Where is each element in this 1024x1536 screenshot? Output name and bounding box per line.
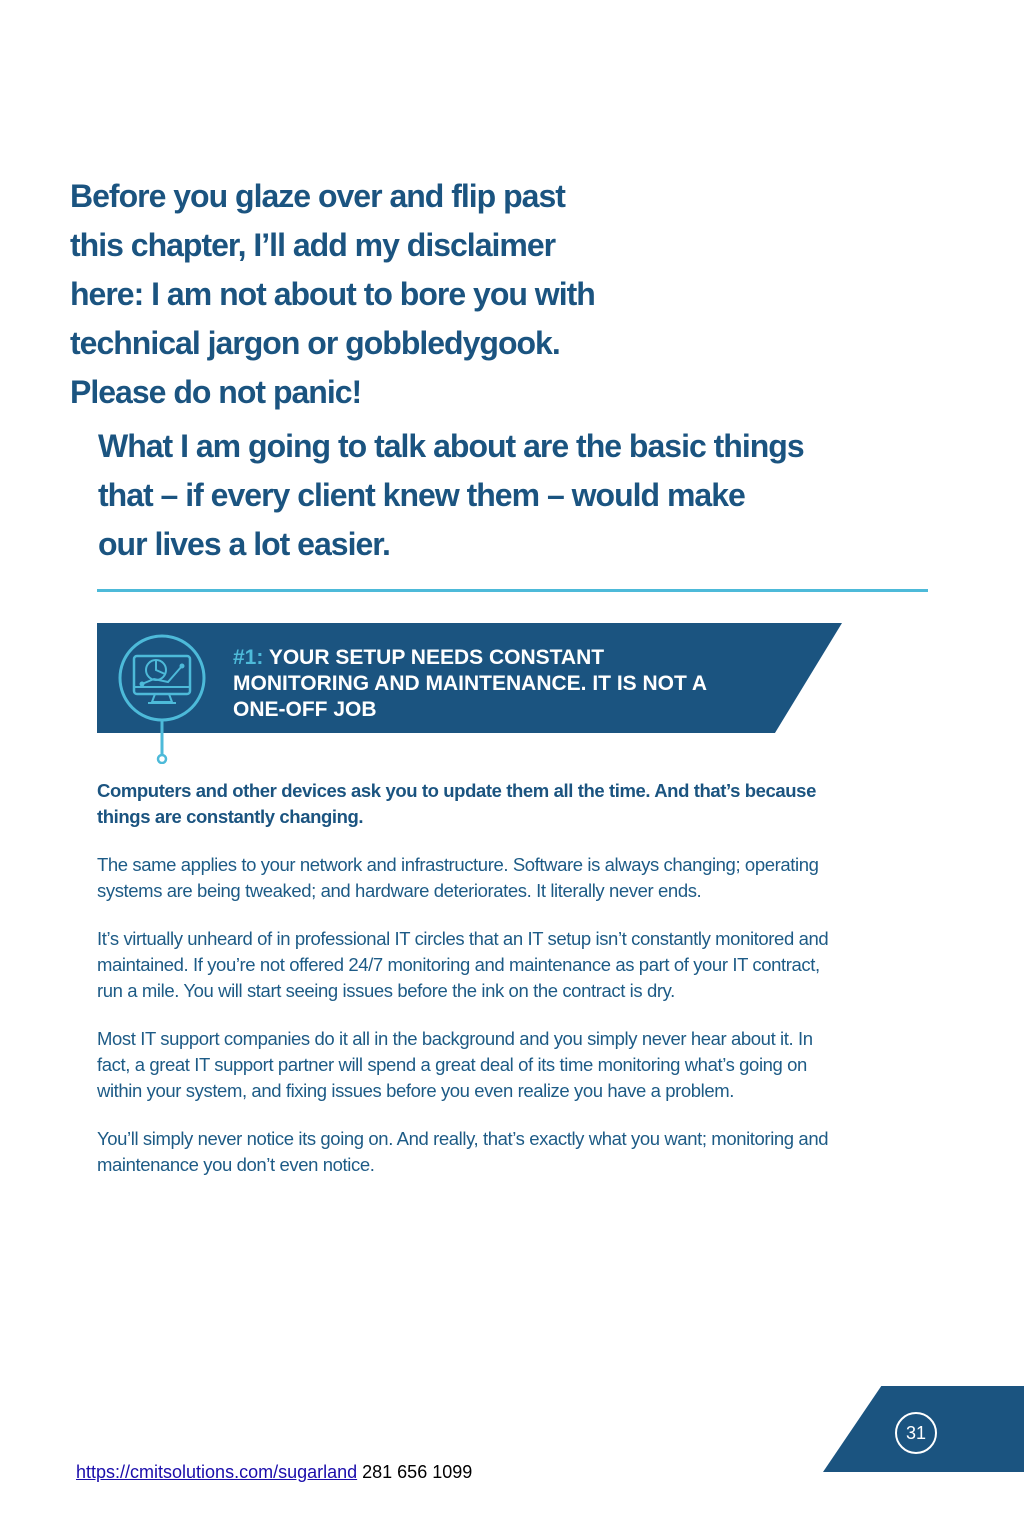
paragraph xyxy=(97,1126,937,1178)
paragraph-line: systems are being tweaked; and hardware deteriorates. It literally never ends. xyxy=(97,880,702,901)
paragraph-line: Computers and other devices ask you to update them all the time. And that’s because xyxy=(97,780,816,801)
paragraph-intro xyxy=(97,778,937,830)
section-divider xyxy=(97,589,928,592)
paragraph-line: things are constantly changing. xyxy=(97,806,364,827)
paragraph-line: You’ll simply never notice its going on. And really, that’s exactly what you want; monitoring and xyxy=(97,1128,829,1149)
banner-title xyxy=(233,645,813,723)
paragraph-line: maintenance you don’t even notice. xyxy=(97,1154,375,1175)
banner-title-line-3: ONE-OFF JOB xyxy=(233,698,377,721)
banner-title-text: YOUR SETUP NEEDS CONSTANT xyxy=(268,646,605,669)
banner-title-line-2: MONITORING AND MAINTENANCE. IT IS NOT A xyxy=(233,672,708,695)
paragraph xyxy=(97,926,937,1004)
website-link[interactable]: https://cmitsolutions.com/sugarland xyxy=(76,1462,358,1482)
banner-number: #1: xyxy=(233,646,264,669)
lead-line: that – if every client knew them – would make xyxy=(98,477,745,513)
paragraph-line: run a mile. You will start seeing issues before the ink on the contract is dry. xyxy=(97,980,675,1001)
paragraph-line: It’s virtually unheard of in professional IT circles that an IT setup isn’t constantly monitored and xyxy=(97,928,829,949)
lead-line: our lives a lot easier. xyxy=(98,526,390,562)
paragraph xyxy=(97,852,937,904)
intro-line: this chapter, I’ll add my disclaimer xyxy=(70,227,556,263)
intro-line: technical jargon or gobbledygook. xyxy=(70,325,560,361)
paragraph-line: maintained. If you’re not offered 24/7 monitoring and maintenance as part of your IT contract, xyxy=(97,954,820,975)
phone-number: 281 656 1099 xyxy=(357,1462,473,1482)
paragraph-line: within your system, and fixing issues before you even realize you have a problem. xyxy=(97,1080,735,1101)
paragraph xyxy=(97,1026,937,1104)
paragraph-line: The same applies to your network and infrastructure. Software is always changing; operating xyxy=(97,854,819,875)
paragraph-line: fact, a great IT support partner will spend a great deal of its time monitoring what’s going on xyxy=(97,1054,807,1075)
intro-line: here: I am not about to bore you with xyxy=(70,276,595,312)
footer-contact xyxy=(76,1462,472,1483)
intro-heading xyxy=(70,172,710,417)
body-text xyxy=(97,778,937,1200)
page-number: 31 xyxy=(895,1412,937,1454)
monitor-analytics-icon xyxy=(112,632,212,764)
intro-line: Before you glaze over and flip past xyxy=(70,178,565,214)
paragraph-line: Most IT support companies do it all in the background and you simply never hear about it. In xyxy=(97,1028,813,1049)
lead-line: What I am going to talk about are the basic things xyxy=(98,428,804,464)
intro-line: Please do not panic! xyxy=(70,374,362,410)
banner-title-line-1 xyxy=(233,645,813,671)
lead-heading xyxy=(98,422,928,569)
